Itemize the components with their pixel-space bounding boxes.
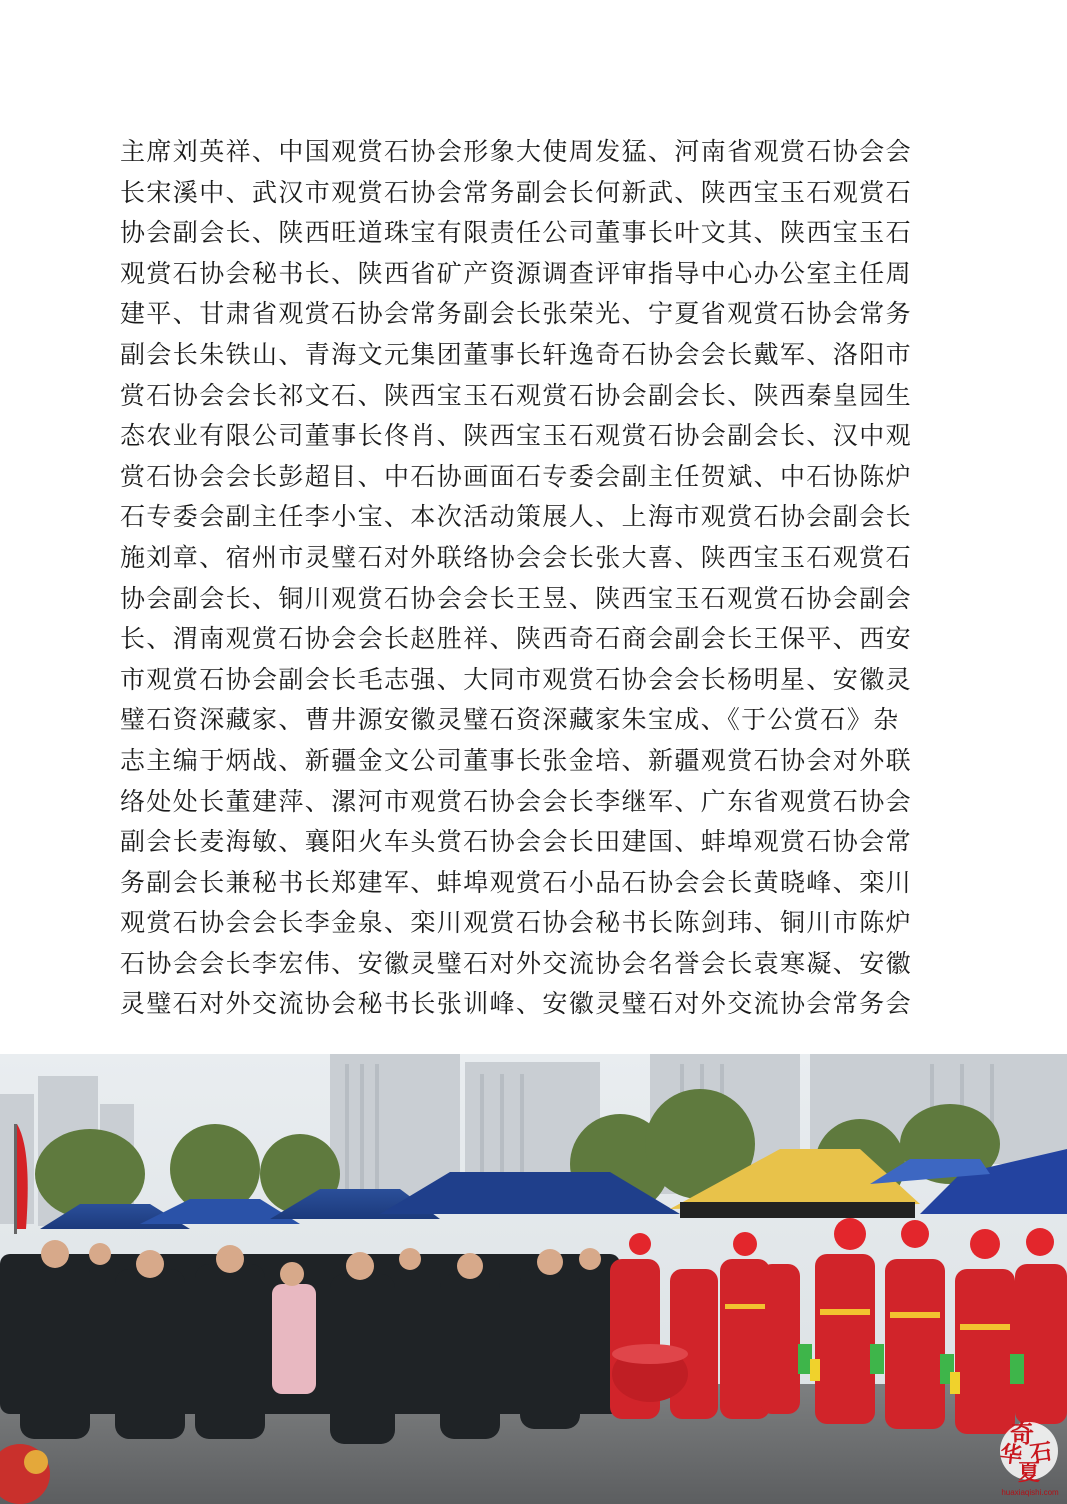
watermark-char: 石	[1028, 1438, 1054, 1468]
article-line: 志主编于炳战、新疆金文公司董事长张金培、新疆观赏石协会对外联	[120, 745, 913, 775]
article-line: 市观赏石协会副会长毛志强、大同市观赏石协会会长杨明星、安徽灵	[120, 664, 913, 694]
article-line: 副会长麦海敏、襄阳火车头赏石协会会长田建国、蚌埠观赏石协会常	[120, 827, 913, 857]
article-line: 建平、甘肃省观赏石协会常务副会长张荣光、宁夏省观赏石协会常务	[120, 299, 913, 329]
site-watermark-logo	[996, 1418, 1062, 1500]
article-line: 璧石资深藏家、曹井源安徽灵璧石资深藏家朱宝成、《于公赏石》杂	[120, 705, 900, 735]
watermark-url: huaxiaqishi.com	[1001, 1488, 1059, 1497]
article-line: 观赏石协会会长李金泉、栾川观赏石协会秘书长陈剑玮、铜川市陈炉	[120, 908, 913, 938]
article-line: 石协会会长李宏伟、安徽灵璧石对外交流协会名誉会长袁寒凝、安徽	[120, 948, 913, 978]
article-line: 石专委会副主任李小宝、本次活动策展人、上海市观赏石协会副会长	[120, 502, 913, 532]
article-line: 施刘章、宿州市灵璧石对外联络协会会长张大喜、陕西宝玉石观赏石	[120, 542, 913, 572]
article-line: 主席刘英祥、中国观赏石协会形象大使周发猛、河南省观赏石协会会	[120, 137, 913, 166]
article-line: 协会副会长、陕西旺道珠宝有限责任公司董事长叶文其、陕西宝玉石	[120, 218, 913, 248]
article-line: 长、渭南观赏石协会会长赵胜祥、陕西奇石商会副会长王保平、西安	[120, 624, 913, 654]
article-line: 务副会长兼秘书长郑建军、蚌埠观赏石小品石协会会长黄晓峰、栾川	[120, 867, 913, 897]
photo-illustration	[0, 1054, 1067, 1504]
article-line: 长宋溪中、武汉市观赏石协会常务副会长何新武、陕西宝玉石观赏石	[120, 177, 913, 207]
watermark-char: 夏	[1018, 1460, 1041, 1486]
article-line: 络处处长董建萍、漯河市观赏石协会会长李继军、广东省观赏石协会	[120, 786, 913, 816]
event-crowd-photo	[0, 1054, 1067, 1504]
watermark-char: 华	[998, 1440, 1024, 1470]
article-line: 赏石协会会长祁文石、陕西宝玉石观赏石协会副会长、陕西秦皇园生	[120, 380, 913, 410]
performers	[610, 1254, 1067, 1434]
article-line: 观赏石协会秘书长、陕西省矿产资源调查评审指导中心办公室主任周	[120, 258, 913, 288]
article-line: 灵璧石对外交流协会秘书长张训峰、安徽灵璧石对外交流协会常务会	[120, 989, 913, 1019]
article-body	[120, 132, 960, 1025]
article-line: 副会长朱铁山、青海文元集团董事长轩逸奇石协会会长戴军、洛阳市	[120, 339, 913, 369]
article-line: 协会副会长、铜川观赏石协会会长王昱、陕西宝玉石观赏石协会副会	[120, 583, 913, 613]
article-line: 态农业有限公司董事长佟肖、陕西宝玉石观赏石协会副会长、汉中观	[120, 421, 913, 451]
watermark-char: 奇	[1010, 1419, 1034, 1448]
article-line: 赏石协会会长彭超目、中石协画面石专委会副主任贺斌、中石协陈炉	[120, 461, 913, 491]
